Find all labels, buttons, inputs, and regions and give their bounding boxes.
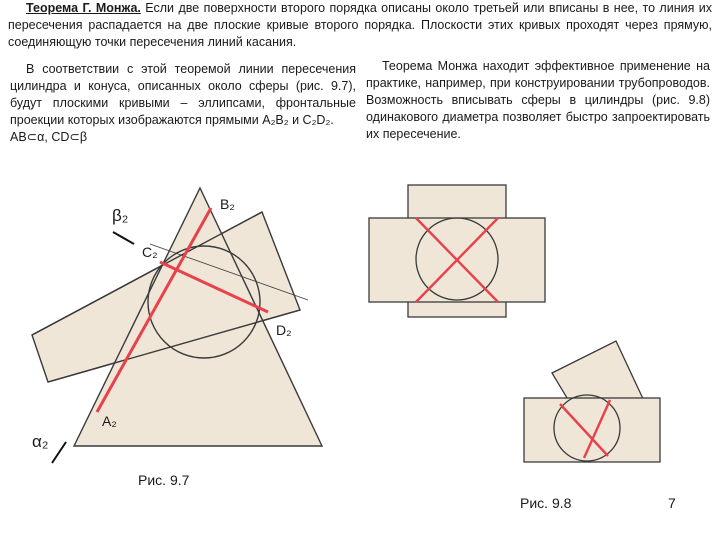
left-text: В соответствии с этой теоремой линии пересечения цилиндра и конуса, описанных около сферы (рис. 9.7), будут плоскими кривыми – эллипсами, фронтальные проекции которых изображаются прямыми A₂B₂ и C₂D₂. (10, 62, 356, 127)
label-d2: D₂ (276, 322, 292, 338)
straight-pipe (524, 398, 660, 462)
alpha2-trace (52, 442, 66, 463)
caption-fig-9-8: Рис. 9.8 (520, 495, 572, 511)
figure-9-8-cross (369, 185, 545, 317)
label-a2: A₂ (102, 413, 117, 429)
figure-9-8-elbow (524, 341, 660, 462)
caption-fig-9-7: Рис. 9.7 (138, 472, 190, 488)
beta2-trace (113, 232, 134, 244)
theorem-title: Теорема Г. Монжа. (26, 1, 141, 15)
label-alpha2: α₂ (32, 432, 49, 451)
left-formula: AB⊂α, CD⊂β (10, 130, 88, 144)
label-beta2: β₂ (112, 206, 129, 225)
intro-text: Если две поверхности второго порядка описаны около третьей или вписаны в нее, то линия их пересечения распадается на две плоские кривые второго порядка. Плоскости этих кривых проходят через прямую, соединяющую точки пересечения линий касания. (8, 1, 712, 49)
right-paragraph: Теорема Монжа находит эффективное применение на практике, например, при конструировании трубопроводов. Возможность вписывать сферы в цилиндры (рис. 9.8) одинакового диаметра позволяет быстро запроектировать их пересечение. (366, 59, 710, 141)
page-number: 7 (668, 495, 676, 511)
label-b2: B₂ (220, 196, 235, 212)
label-c2: C₂ (142, 244, 158, 260)
